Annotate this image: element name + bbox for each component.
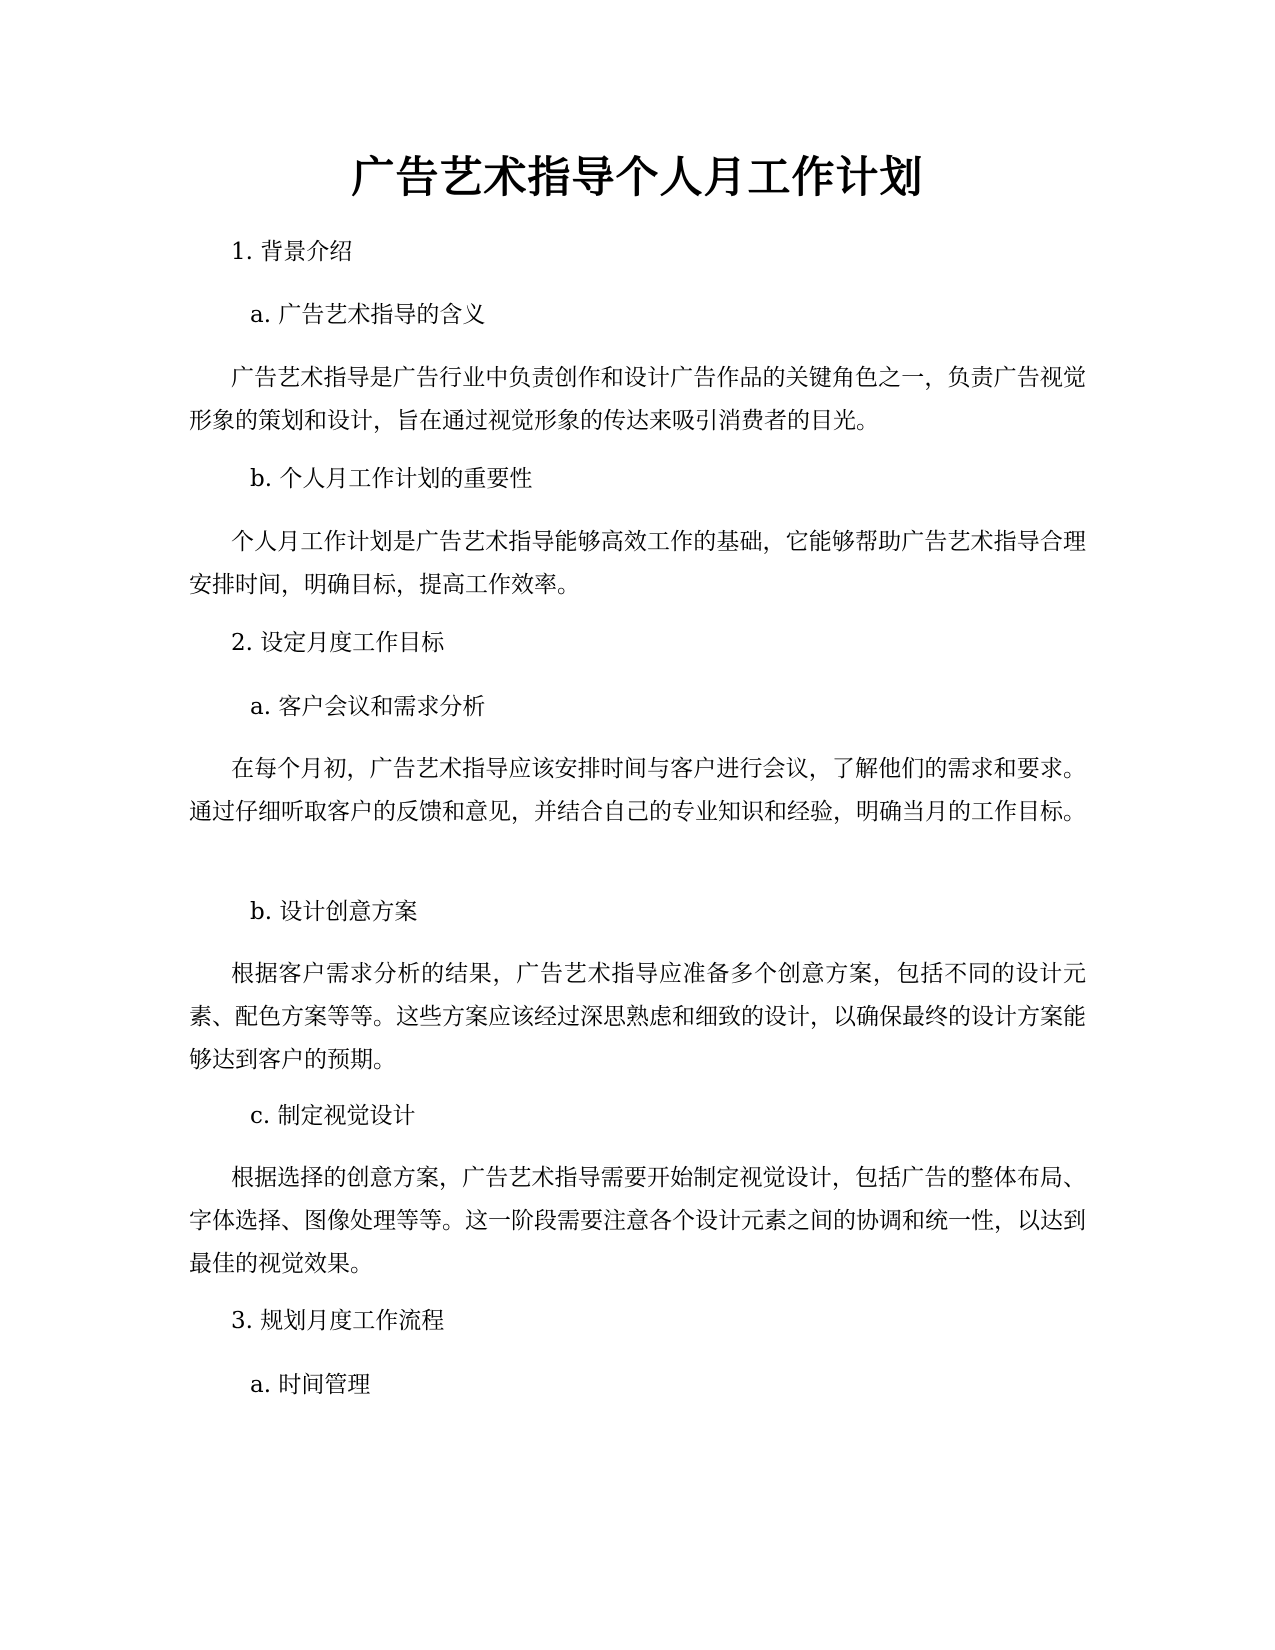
- subsection-heading-creative-proposal: b. 设计创意方案: [250, 899, 418, 925]
- subsection-heading-client-meeting: a. 客户会议和需求分析: [250, 694, 486, 720]
- paragraph-importance: 个人月工作计划是广告艺术指导能够高效工作的基础，它能够帮助广告艺术指导合理安排时间，明确目标，提高工作效率。: [189, 529, 1086, 598]
- paragraph-definition: 广告艺术指导是广告行业中负责创作和设计广告作品的关键角色之一，负责广告视觉形象的策划和设计，旨在通过视觉形象的传达来吸引消费者的目光。: [189, 365, 1086, 434]
- section-heading-background: 1. 背景介绍: [231, 239, 353, 265]
- paragraph-creative-proposal: 根据客户需求分析的结果，广告艺术指导应准备多个创意方案，包括不同的设计元素、配色方案等等。这些方案应该经过深思熟虑和细致的设计，以确保最终的设计方案能够达到客户的预期。: [189, 961, 1086, 1073]
- paragraph-client-meeting: 在每个月初，广告艺术指导应该安排时间与客户进行会议，了解他们的需求和要求。通过仔细听取客户的反馈和意见，并结合自己的专业知识和经验，明确当月的工作目标。: [189, 756, 1086, 825]
- paragraph-visual-design: 根据选择的创意方案，广告艺术指导需要开始制定视觉设计，包括广告的整体布局、字体选择、图像处理等等。这一阶段需要注意各个设计元素之间的协调和统一性，以达到最佳的视觉效果。: [189, 1165, 1086, 1277]
- subsection-heading-time-management: a. 时间管理: [250, 1372, 371, 1398]
- section-heading-workflow: 3. 规划月度工作流程: [231, 1308, 445, 1334]
- document-title: 广告艺术指导个人月工作计划: [351, 153, 924, 203]
- subsection-heading-importance: b. 个人月工作计划的重要性: [250, 466, 533, 492]
- section-heading-monthly-goals: 2. 设定月度工作目标: [231, 630, 445, 656]
- subsection-heading-definition: a. 广告艺术指导的含义: [250, 302, 486, 328]
- subsection-heading-visual-design: c. 制定视觉设计: [250, 1103, 416, 1129]
